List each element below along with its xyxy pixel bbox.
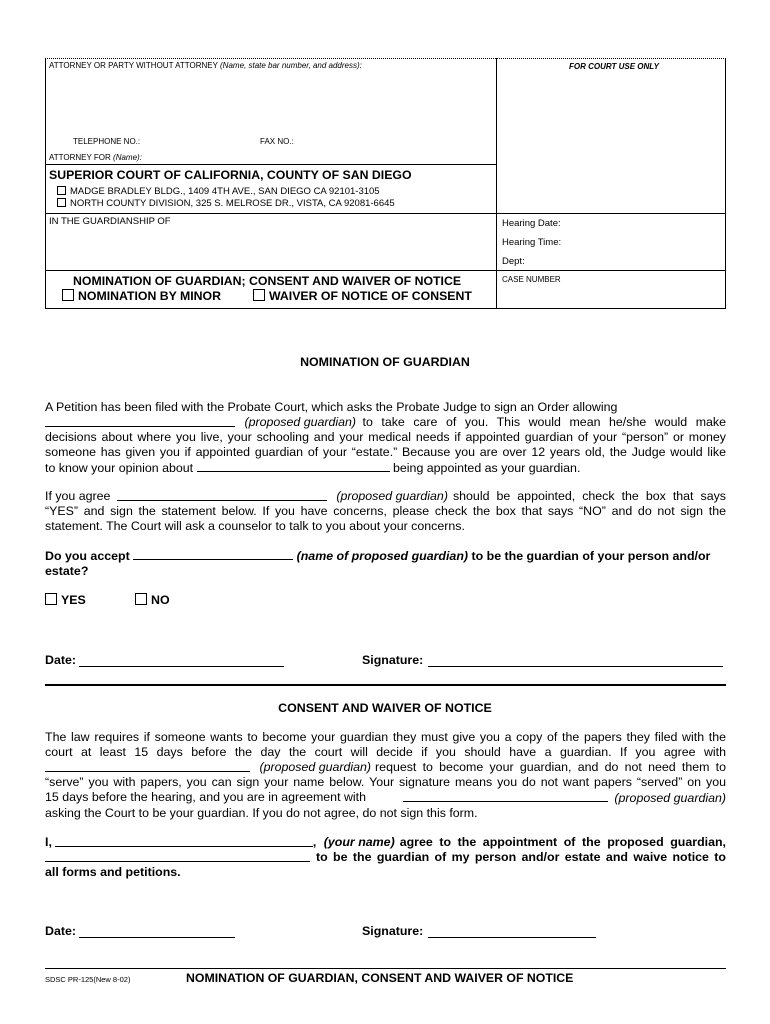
- no-option[interactable]: NO: [135, 593, 170, 607]
- guardianship-label: IN THE GUARDIANSHIP OF: [49, 216, 171, 227]
- accept-question: Do you accept (name of proposed guardian) to be the guardian of your person and/or estate?: [45, 549, 711, 578]
- location-option-north-county[interactable]: NORTH COUNTY DIVISION, 325 S. MELROSE DR., VISTA, CA 92081-6645: [57, 198, 395, 209]
- consent-signature-label: Signature:: [362, 924, 424, 938]
- attorney-for-label: ATTORNEY FOR (Name):: [49, 153, 142, 162]
- dept-label: Dept:: [502, 256, 525, 267]
- nomination-title: NOMINATION OF GUARDIAN: [300, 355, 470, 369]
- nomination-signature-label: Signature:: [362, 653, 424, 667]
- nomination-signature-field[interactable]: [428, 666, 723, 667]
- yes-option[interactable]: YES: [45, 593, 86, 607]
- consent-paragraph: The law requires if someone wants to become your guardian they must give you a copy of the papers they filed with the court at least 15 days before the day the court will decide if you should have a guardian. If you agree with (proposed guardian) request to become your guardian, and do not need them to “serve” you with papers, you can sign your name below. Your signature means you do not want papers “served” on you 15 days before the hearing, and you are in agreement with (proposed guardian) asking the Court to be your guardian. If you do not agree, do not sign this form.: [45, 730, 726, 820]
- form-id: SDSC PR-125(New 8-02): [45, 975, 131, 984]
- nomination-date-label: Date:: [45, 653, 76, 667]
- location-option-san-diego[interactable]: MADGE BRADLEY BLDG., 1409 4TH AVE., SAN DIEGO CA 92101-3105: [57, 186, 380, 197]
- court-use-label: FOR COURT USE ONLY: [569, 62, 659, 71]
- checkbox-icon[interactable]: [62, 289, 74, 301]
- consent-signature-field[interactable]: [428, 937, 596, 938]
- option-nomination-by-minor[interactable]: NOMINATION BY MINOR: [62, 289, 221, 303]
- fax-label: FAX NO.:: [260, 137, 294, 146]
- footer-rule: [45, 968, 726, 969]
- nomination-date-field[interactable]: [79, 666, 284, 667]
- consent-date-field[interactable]: [79, 937, 235, 938]
- attorney-label: ATTORNEY OR PARTY WITHOUT ATTORNEY (Name, state bar number, and address):: [49, 61, 362, 70]
- consent-date-label: Date:: [45, 924, 76, 938]
- form-title: NOMINATION OF GUARDIAN; CONSENT AND WAIVER OF NOTICE: [73, 274, 462, 288]
- checkbox-icon[interactable]: [45, 593, 57, 605]
- checkbox-icon[interactable]: [135, 593, 147, 605]
- case-number-label: CASE NUMBER: [502, 275, 561, 284]
- nomination-paragraph-2: If you agree (proposed guardian) should be appointed, check the box that says “YES” and sign the statement below. If you have concerns, please check the box that says “NO” and do not sign the statement. The Court will ask a counselor to talk to you about your concerns.: [45, 489, 726, 533]
- hearing-time-label: Hearing Time:: [502, 237, 562, 248]
- checkbox-icon[interactable]: [253, 289, 265, 301]
- consent-statement: I, , (your name) agree to the appointment of the proposed guardian, to be the guardian of my person and/or estate and waive notice to all forms and petitions.: [45, 835, 726, 879]
- hearing-date-label: Hearing Date:: [502, 218, 561, 229]
- consent-title: CONSENT AND WAIVER OF NOTICE: [278, 701, 492, 715]
- nomination-paragraph-1: A Petition has been filed with the Probate Court, which asks the Probate Judge to sign an Order allowing (proposed guardian) to take care of you. This would mean he/she would make decisions about where you live, your schooling and your medical needs if appointed guardian of your “person” or money someone has given you if appointed guardian of your “estate.” Because you are over 12 years old, the Judge would like to know your opinion about being appointed as your guardian.: [45, 400, 726, 475]
- footer-title: NOMINATION OF GUARDIAN, CONSENT AND WAIVER OF NOTICE: [186, 971, 574, 985]
- checkbox-icon[interactable]: [57, 186, 66, 195]
- court-name: SUPERIOR COURT OF CALIFORNIA, COUNTY OF SAN DIEGO: [49, 168, 412, 182]
- checkbox-icon[interactable]: [57, 198, 66, 207]
- option-waiver-of-notice[interactable]: WAIVER OF NOTICE OF CONSENT: [253, 289, 472, 303]
- section-divider: [45, 684, 726, 686]
- telephone-label: TELEPHONE NO.:: [73, 137, 141, 146]
